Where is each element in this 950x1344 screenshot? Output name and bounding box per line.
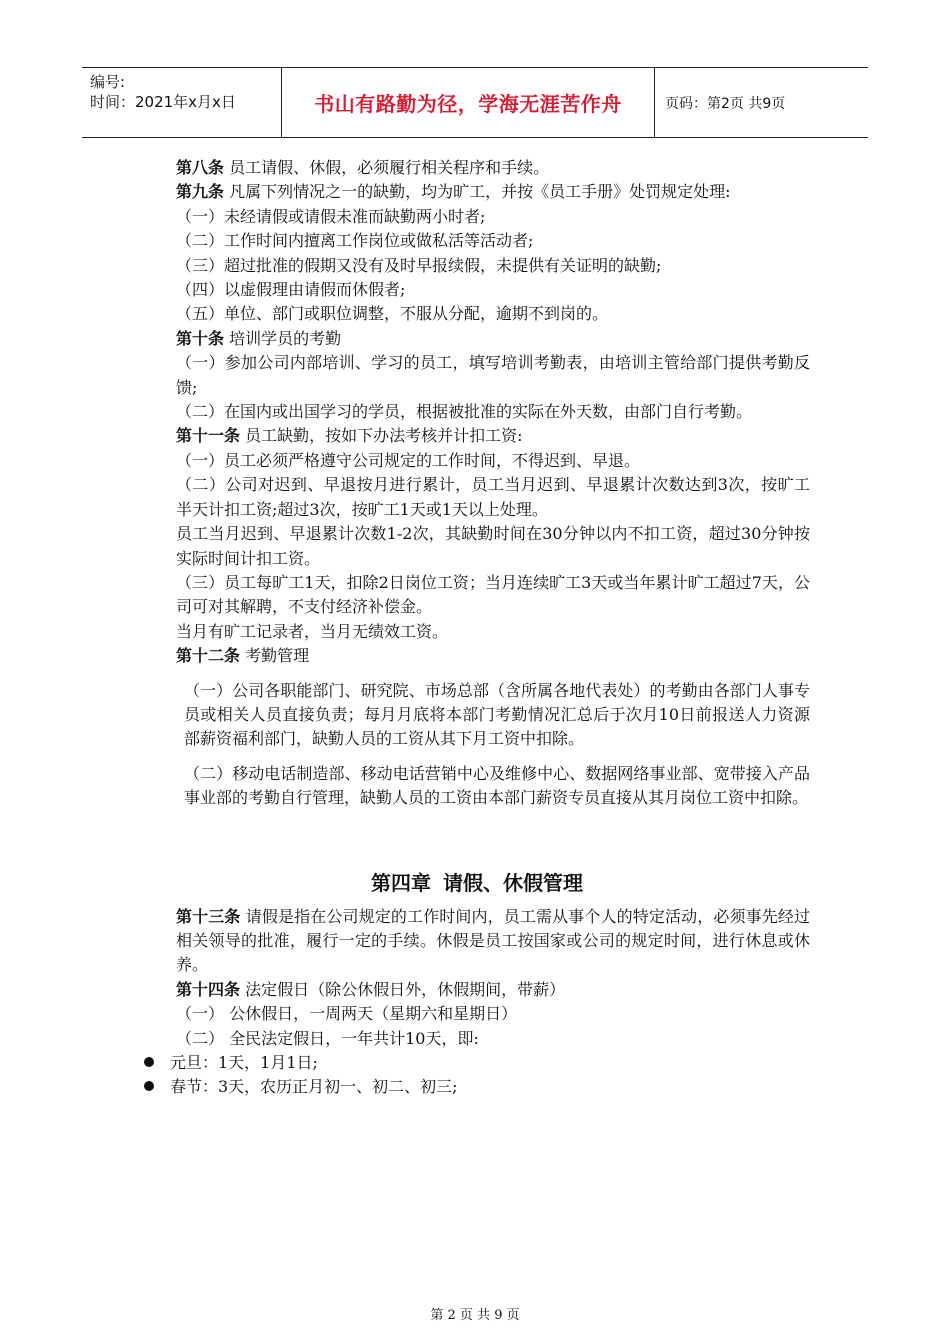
spacer <box>144 752 810 762</box>
header-motto: 书山有路勤为径，学海无涯苦作舟 <box>282 68 655 137</box>
article-10 <box>144 327 810 351</box>
bullet-item <box>144 1051 810 1075</box>
article-11 <box>144 424 810 448</box>
list-item: （五）单位、部门或职位调整，不服从分配，逾期不到岗的。 <box>176 304 609 324</box>
list-item: （四）以虚假理由请假而休假者; <box>176 280 406 300</box>
article-12 <box>144 644 810 668</box>
article-8-text: 员工请假、休假，必须履行相关程序和手续。 <box>224 158 550 177</box>
article-9-title: 第九条 <box>176 182 225 202</box>
page-footer: 第 2 页 共 9 页 <box>430 1308 520 1323</box>
list-item: （一）参加公司内部培训、学习的员工，填写培训考勤表，由培训主管给部门提供考勤反馈; <box>176 353 810 397</box>
list-item: （二）在国内或出国学习的学员，根据被批准的实际在外天数，由部门自行考勤。 <box>176 402 753 422</box>
page-header <box>82 67 868 138</box>
spacer <box>144 811 810 859</box>
chapter-heading <box>144 869 810 897</box>
article-10-text: 培训学员的考勤 <box>224 328 342 348</box>
list-item: （二） 全民法定假日，一年共计10天，即: <box>176 1028 479 1048</box>
serial-label: 编号: <box>90 73 126 91</box>
article-13-title: 第十三条 <box>176 906 241 926</box>
list-item: （一）公司各职能部门、研究院、市场总部（含所属各地代表处）的考勤由各部门人事专员或相关人员直接负责；每月月底将本部门考勤情况汇总后于次月10日前报送人力资源部薪资福利部门，缺勤人员的工资从其下月工资中扣除。 <box>184 680 810 749</box>
list-item: （二）工作时间内擅离工作岗位或做私活等活动者; <box>176 231 534 251</box>
header-meta-cell <box>82 68 282 137</box>
document-body <box>144 156 810 1100</box>
list-item: （三）员工每旷工1天，扣除2日岗位工资；当月连续旷工3天或当年累计旷工超过7天，公司可对其解聘，不支付经济补偿金。 <box>176 572 810 617</box>
list-item: 当月有旷工记录者，当月无绩效工资。 <box>176 621 449 641</box>
time-label: 时间：2021年x月x日 <box>90 93 236 111</box>
list-item: 员工当月迟到、早退累计次数1-2次，其缺勤时间在30分钟以内不扣工资，超过30分钟按实际时间计扣工资。 <box>176 524 810 568</box>
article-8 <box>144 156 810 180</box>
list-item: （一）员工必须严格遵守公司规定的工作时间，不得迟到、早退。 <box>176 450 641 470</box>
article-12-title: 第十二条 <box>176 646 241 666</box>
bullet-item <box>144 1075 810 1099</box>
bullet-text: 元旦：1天，1月1日; <box>170 1053 318 1072</box>
list-item: （三）超过批准的假期又没有及时早报续假，未提供有关证明的缺勤; <box>176 255 662 275</box>
article-8-title: 第八条 <box>176 158 225 177</box>
bullet-dot-icon <box>144 1057 154 1067</box>
article-14 <box>144 978 810 1002</box>
spacer <box>144 859 810 869</box>
article-13 <box>144 905 810 978</box>
article-14-text: 法定假日（除公休假日外，休假期间，带薪） <box>240 979 566 999</box>
article-14-title: 第十四条 <box>176 979 241 999</box>
list-item: （二）公司对迟到、早退按月进行累计，员工当月迟到、早退累计次数达到3次，按旷工半天计扣工资;超过3次，按旷工1天或1天以上处理。 <box>176 475 810 519</box>
article-12-text: 考勤管理 <box>240 646 310 666</box>
bullet-text: 春节：3天，农历正月初一、初二、初三; <box>170 1077 458 1097</box>
article-9-text: 凡属下列情况之一的缺勤，均为旷工，并按《员工手册》处罚规定处理: <box>224 182 731 202</box>
article-13-text: 请假是指在公司规定的工作时间内，员工需从事个人的特定活动，必须事先经过相关领导的批准，履行一定的手续。休假是员工按国家或公司的规定时间，进行休息或休养。 <box>176 906 810 975</box>
chapter-number: 第四章 <box>371 870 431 895</box>
article-11-title: 第十一条 <box>176 426 241 446</box>
article-11-text: 员工缺勤，按如下办法考核并计扣工资: <box>240 426 523 446</box>
header-page-info: 页码：第2页 共9页 <box>665 95 786 112</box>
chapter-title: 请假、休假管理 <box>443 870 583 895</box>
article-9 <box>144 180 810 204</box>
list-item: （一） 公休假日，一周两天（星期六和星期日） <box>176 1004 518 1024</box>
list-item: （二）移动电话制造部、移动电话营销中心及维修中心、数据网络事业部、宽带接入产品事业部的考勤自行管理，缺勤人员的工资由本部门薪资专员直接从其月岗位工资中扣除。 <box>184 763 810 808</box>
list-item: （一）未经请假或请假未准而缺勤两小时者; <box>176 206 486 226</box>
spacer <box>144 669 810 679</box>
article-10-title: 第十条 <box>176 328 225 348</box>
bullet-dot-icon <box>144 1081 154 1091</box>
